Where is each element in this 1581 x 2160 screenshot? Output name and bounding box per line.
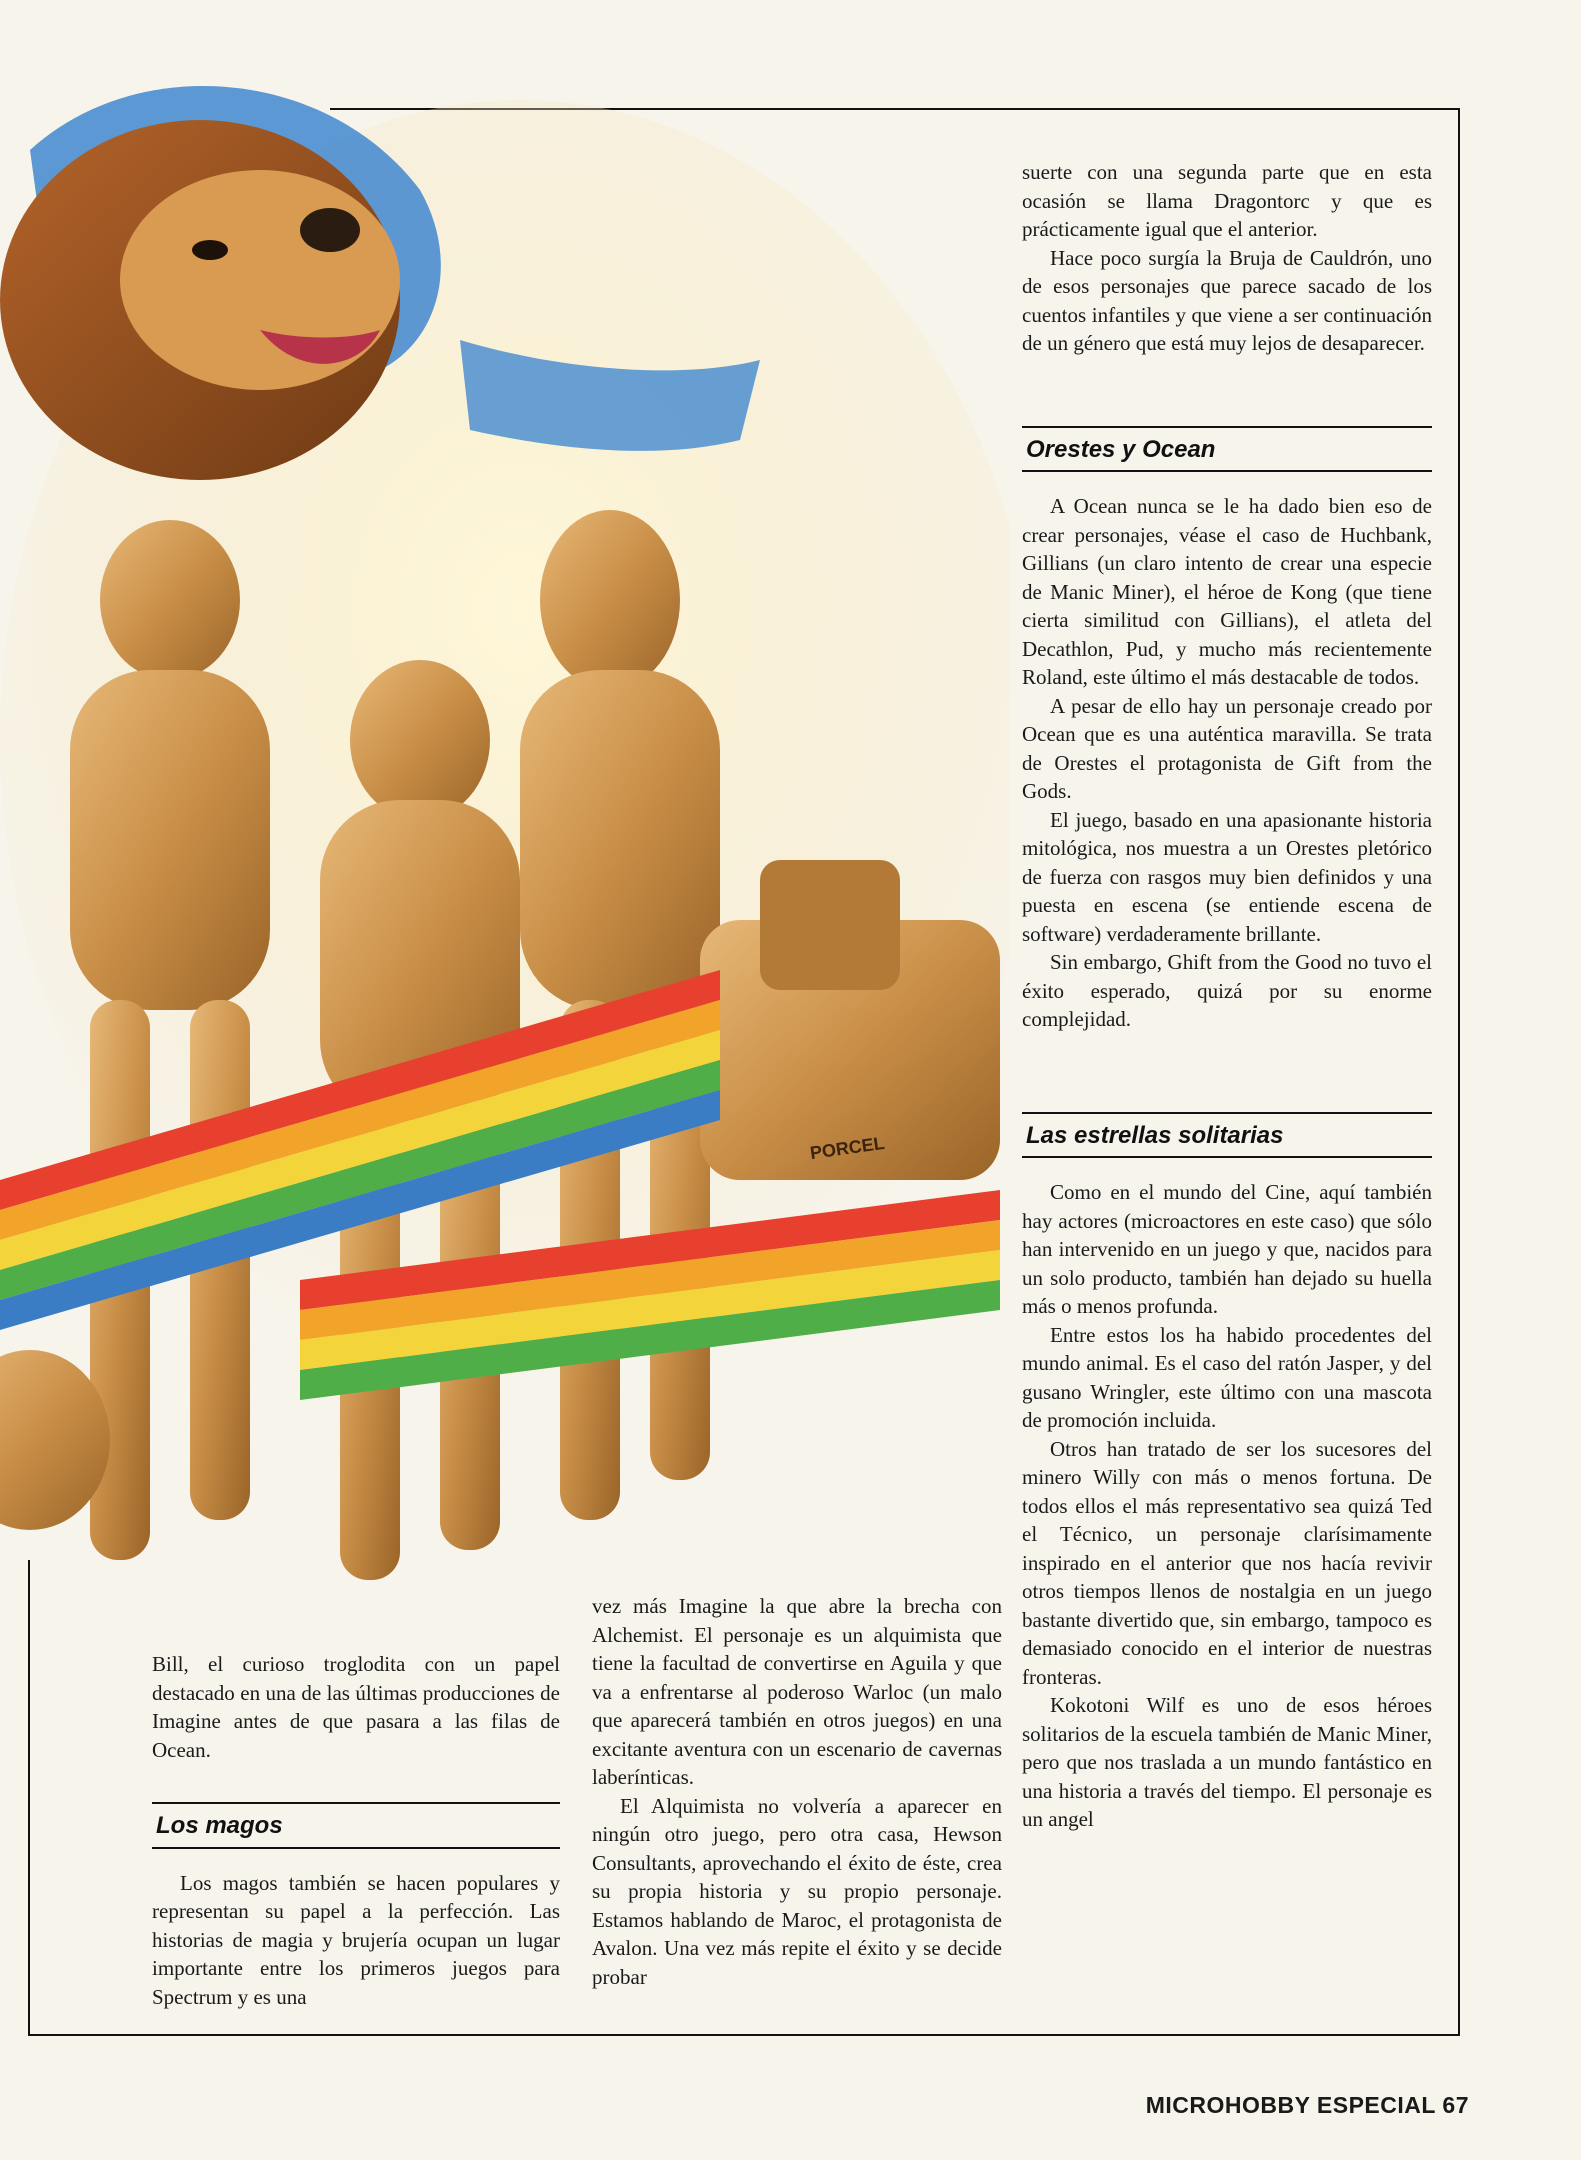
section-magos — [152, 1802, 560, 2011]
paragraph: A pesar de ello hay un personaje creado por Ocean que es una auténtica maravilla. Se trata de Orestes el protagonista de Gift from the Gods. — [1022, 693, 1432, 803]
paragraph: Sin embargo, Ghift from the Good no tuvo el éxito esperado, quizá por su enorme complejidad. — [1022, 950, 1432, 1031]
section-heading: Las estrellas solitarias — [1026, 1121, 1284, 1149]
paragraph: vez más Imagine la que abre la brecha con Alchemist. El personaje es un alquimista que tiene la facultad de convertirse en Aguila y que va a enfrentarse al poderoso Warloc (un malo que aparecerá también en otros juegos) en una excitante aventura con un escenario de cavernas laberínticas. — [592, 1594, 1002, 1789]
middle-column — [592, 1592, 1002, 1991]
illustration-statues — [0, 40, 1010, 1640]
paragraph: El juego, basado en una apasionante historia mitológica, nos muestra a un Orestes pletórico de fuerza con rasgos muy bien definidos y una puesta en escena (se entiende escena de software) verdaderamente brillante. — [1022, 807, 1432, 946]
section-rule-bottom — [1022, 470, 1432, 472]
paragraph: El Alquimista no volvería a aparecer en ningún otro juego, pero otra casa, Hewson Consultants, aprovechando el éxito de éste, crea su propia historia y su propio personaje. Estamos hablando de Maroc, el protagonista de Avalon. Una vez más repite el éxito y se decide probar — [592, 1793, 1002, 1989]
section-orestes — [1022, 426, 1432, 1034]
section-heading: Los magos — [156, 1812, 283, 1839]
right-column — [1022, 158, 1432, 1834]
section-rule-bottom — [152, 1847, 560, 1849]
lion-head — [0, 120, 400, 480]
paragraph: A Ocean nunca se le ha dado bien eso de crear personajes, véase el caso de Huchbank, Gillians (un claro intento de crear una especie de Manic Miner), el héroe de Kong (que tiene cierta similitud con Gillians), el atleta del Decathlon, Pud, y mucho más recientemente Roland, este último el más destacable de todos. — [1022, 494, 1432, 689]
paragraph: Hace poco surgía la Bruja de Cauldrón, uno de esos personajes que parece sacado de los cuentos infantiles y que viene a ser continuación de un género que está muy lejos de desaparecer. — [1022, 245, 1432, 355]
section-estrellas — [1022, 1112, 1432, 1834]
frame-bottom-rule — [28, 2034, 1460, 2036]
section-heading: Orestes y Ocean — [1026, 435, 1216, 463]
section-rule-bottom — [1022, 1156, 1432, 1158]
page-folio: MICROHOBBY ESPECIAL 67 — [1145, 2092, 1469, 2118]
left-column — [152, 1650, 560, 2011]
paragraph: Entre estos los ha habido procedentes del mundo animal. Es el caso del ratón Jasper, y del gusano Wringler, este último con una mascota de promoción incluida. — [1022, 1322, 1432, 1432]
paragraph: Kokotoni Wilf es uno de esos héroes solitarios de la escuela también de Manic Miner, pero que nos traslada a un mundo fantástico en una historia a través del tiempo. El personaje es un angel — [1022, 1693, 1432, 1831]
ribbon-text: PORCEL — [808, 1132, 886, 1164]
paragraph: Los magos también se hacen populares y representan su papel a la perfección. Las historias de magia y brujería ocupan un lugar importante entre los primeros juegos para Spectrum y es una — [152, 1870, 560, 2009]
paragraph: Bill, el curioso troglodita con un papel destacado en una de las últimas producciones de Imagine antes de que pasara a las filas de Ocean. — [152, 1652, 560, 1762]
paragraph: Como en el mundo del Cine, aquí también hay actores (microactores en este caso) que sólo han intervenido en un juego y que, nacidos para un solo producto, también han dejado su huella más o menos profunda. — [1022, 1180, 1432, 1318]
frame-right-rule — [1458, 108, 1460, 2036]
paragraph: suerte con una segunda parte que en esta ocasión se llama Dragontorc y que es prácticamente igual que el anterior. — [1022, 160, 1432, 241]
paragraph: Otros han tratado de ser los sucesores del minero Willy con más o menos fortuna. De todos ellos el más representativo sea quizá Ted el Técnico, un personaje clarísimamente inspirado en el anterior que nos hacía revivir otros tiempos llenos de nostalgia en un juego bastante divertido que, sin embargo, tampoco es demasiado conocido en el interior de nuestras fronteras. — [1022, 1436, 1432, 1689]
